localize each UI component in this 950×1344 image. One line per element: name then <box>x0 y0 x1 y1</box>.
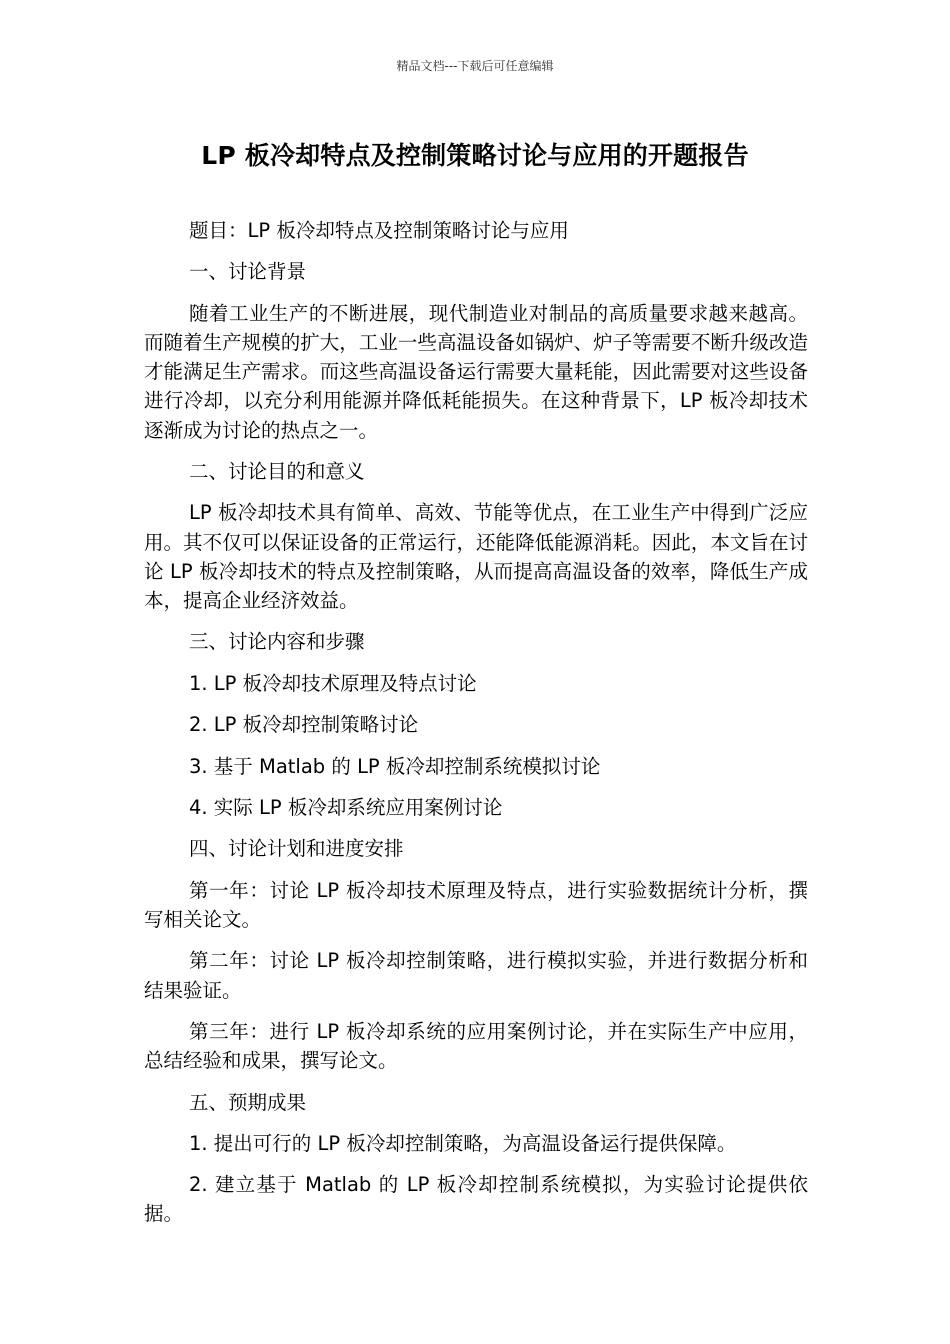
content-item: 2. LP 板冷却控制策略讨论 <box>189 713 419 737</box>
schedule-year-3: 第三年：进行 LP 板冷却系统的应用案例讨论，并在实际生产中应用，总结经验和成果，撰写论文。 <box>144 1019 808 1073</box>
outcome-item: 2. 建立基于 Matlab 的 LP 板冷却控制系统模拟，为实验讨论提供依据。 <box>144 1173 808 1226</box>
document-title: LP 板冷却特点及控制策略讨论与应用的开题报告 <box>201 141 749 170</box>
outcome-item: 1. 提出可行的 LP 板冷却控制策略，为高温设备运行提供保障。 <box>189 1131 737 1155</box>
topic-line: 题目：LP 板冷却特点及控制策略讨论与应用 <box>189 219 569 242</box>
section-heading-content: 三、讨论内容和步骤 <box>189 630 365 654</box>
background-paragraph: 随着工业生产的不断进展，现代制造业对制品的高质量要求越来越高。而随着生产规模的扩大，工业一些高温设备如锅炉、炉子等需要不断升级改造才能满足生产需求。而这些高温设备运行需要大量耗能，因此需要对这些设备进行冷却，以充分利用能源并降低耗能损失。在这种背景下，LP 板冷却技术逐渐成为讨论的热点之一。 <box>144 301 808 442</box>
header-note: 精品文档---下载后可任意编辑 <box>396 59 554 73</box>
purpose-paragraph: LP 板冷却技术具有简单、高效、节能等优点，在工业生产中得到广泛应用。其不仅可以保证设备的正常运行，还能降低能源消耗。因此，本文旨在讨论 LP 板冷却技术的特点及控制策略，从而提高高温设备的效率，降低生产成本，提高企业经济效益。 <box>144 501 808 612</box>
document-body <box>144 216 808 1241</box>
schedule-year-1: 第一年：讨论 LP 板冷却技术原理及特点，进行实验数据统计分析，撰写相关论文。 <box>144 878 808 931</box>
section-heading-outcomes: 五、预期成果 <box>189 1090 307 1114</box>
section-heading-purpose: 二、讨论目的和意义 <box>189 459 365 483</box>
section-heading-schedule: 四、讨论计划和进度安排 <box>189 837 404 861</box>
content-item: 1. LP 板冷却技术原理及特点讨论 <box>189 671 477 695</box>
content-item: 4. 实际 LP 板冷却系统应用案例讨论 <box>189 795 503 819</box>
content-item: 3. 基于 Matlab 的 LP 板冷却控制系统模拟讨论 <box>189 754 601 778</box>
section-heading-background: 一、讨论背景 <box>189 260 307 284</box>
schedule-year-2: 第二年：讨论 LP 板冷却控制策略，进行模拟实验，并进行数据分析和结果验证。 <box>144 949 808 1002</box>
